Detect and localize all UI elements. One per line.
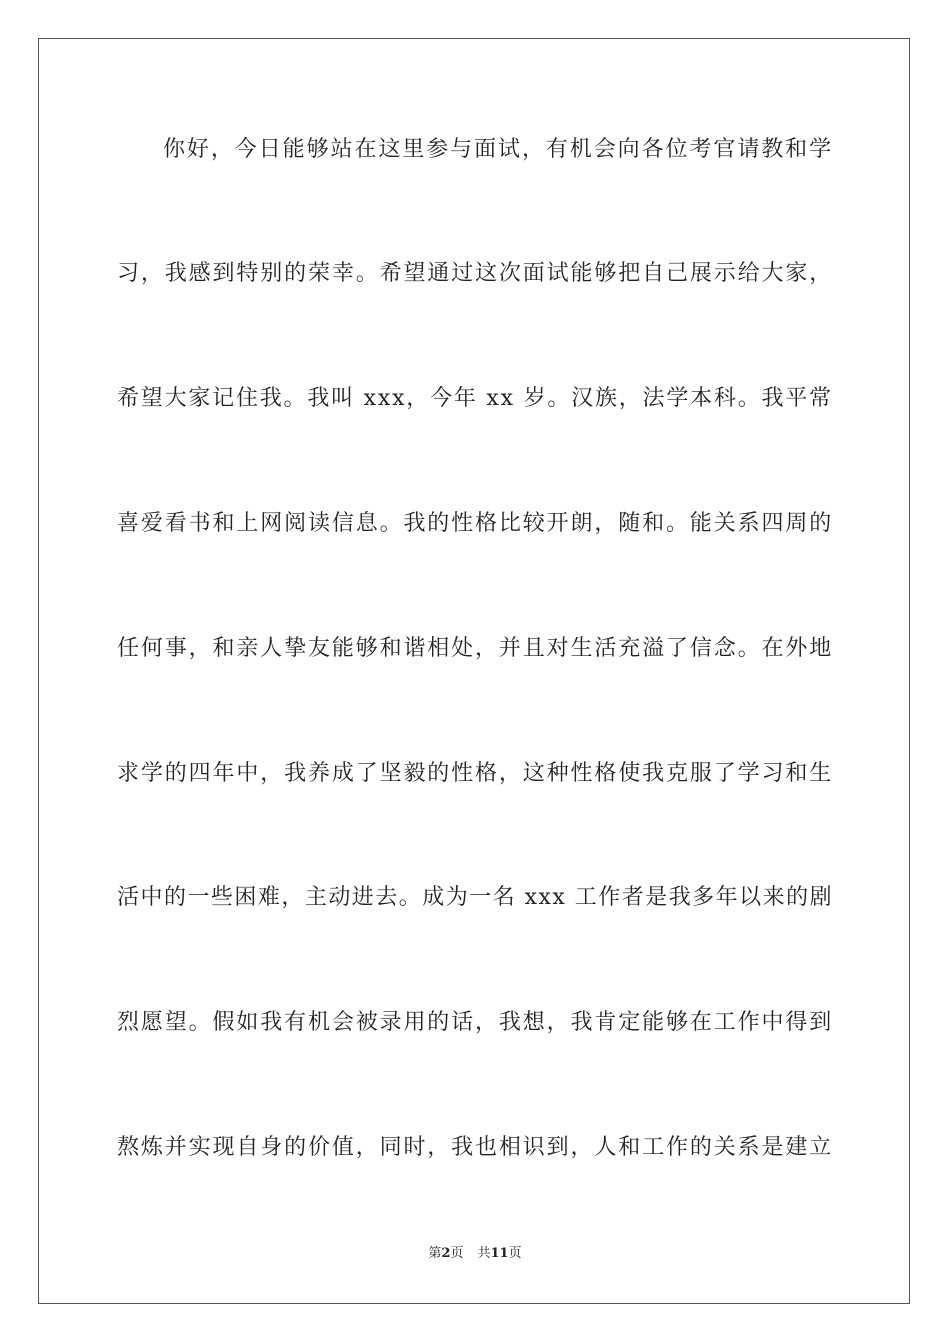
page-number: 2 xyxy=(441,1246,451,1261)
text-line-2: 习，我感到特别的荣幸。希望通过这次面试能够把自己展示给大家， xyxy=(117,261,834,286)
text-line-8: 烈愿望。假如我有机会被录用的话，我想，我肯定能够在工作中得到 xyxy=(117,1010,834,1035)
text-line-9: 熬炼并实现自身的价值，同时，我也相识到，人和工作的关系是建立 xyxy=(117,1135,834,1160)
text-line-4: 喜爱看书和上网阅读信息。我的性格比较开朗，随和。能关系四周的 xyxy=(117,511,834,536)
total-suffix: 页 xyxy=(508,1246,522,1261)
text-line-5: 任何事，和亲人挚友能够和谐相处，并且对生活充溢了信念。在外地 xyxy=(117,636,834,661)
page-footer xyxy=(0,1246,950,1262)
page-border xyxy=(38,38,910,1304)
total-prefix: 共 xyxy=(477,1246,491,1261)
text-line-6: 求学的四年中，我养成了坚毅的性格，这种性格使我克服了学习和生 xyxy=(117,761,834,786)
page-prefix: 第 xyxy=(428,1246,442,1261)
page-suffix: 页 xyxy=(450,1246,464,1261)
text-line-7: 活中的一些困难，主动进去。成为一名 xxx 工作者是我多年以来的剧 xyxy=(117,885,834,910)
total-pages: 11 xyxy=(490,1246,509,1261)
text-line-1: 你好，今日能够站在这里参与面试，有机会向各位考官请教和学 xyxy=(163,137,834,162)
text-line-3: 希望大家记住我。我叫 xxx，今年 xx 岁。汉族，法学本科。我平常 xyxy=(117,386,833,411)
